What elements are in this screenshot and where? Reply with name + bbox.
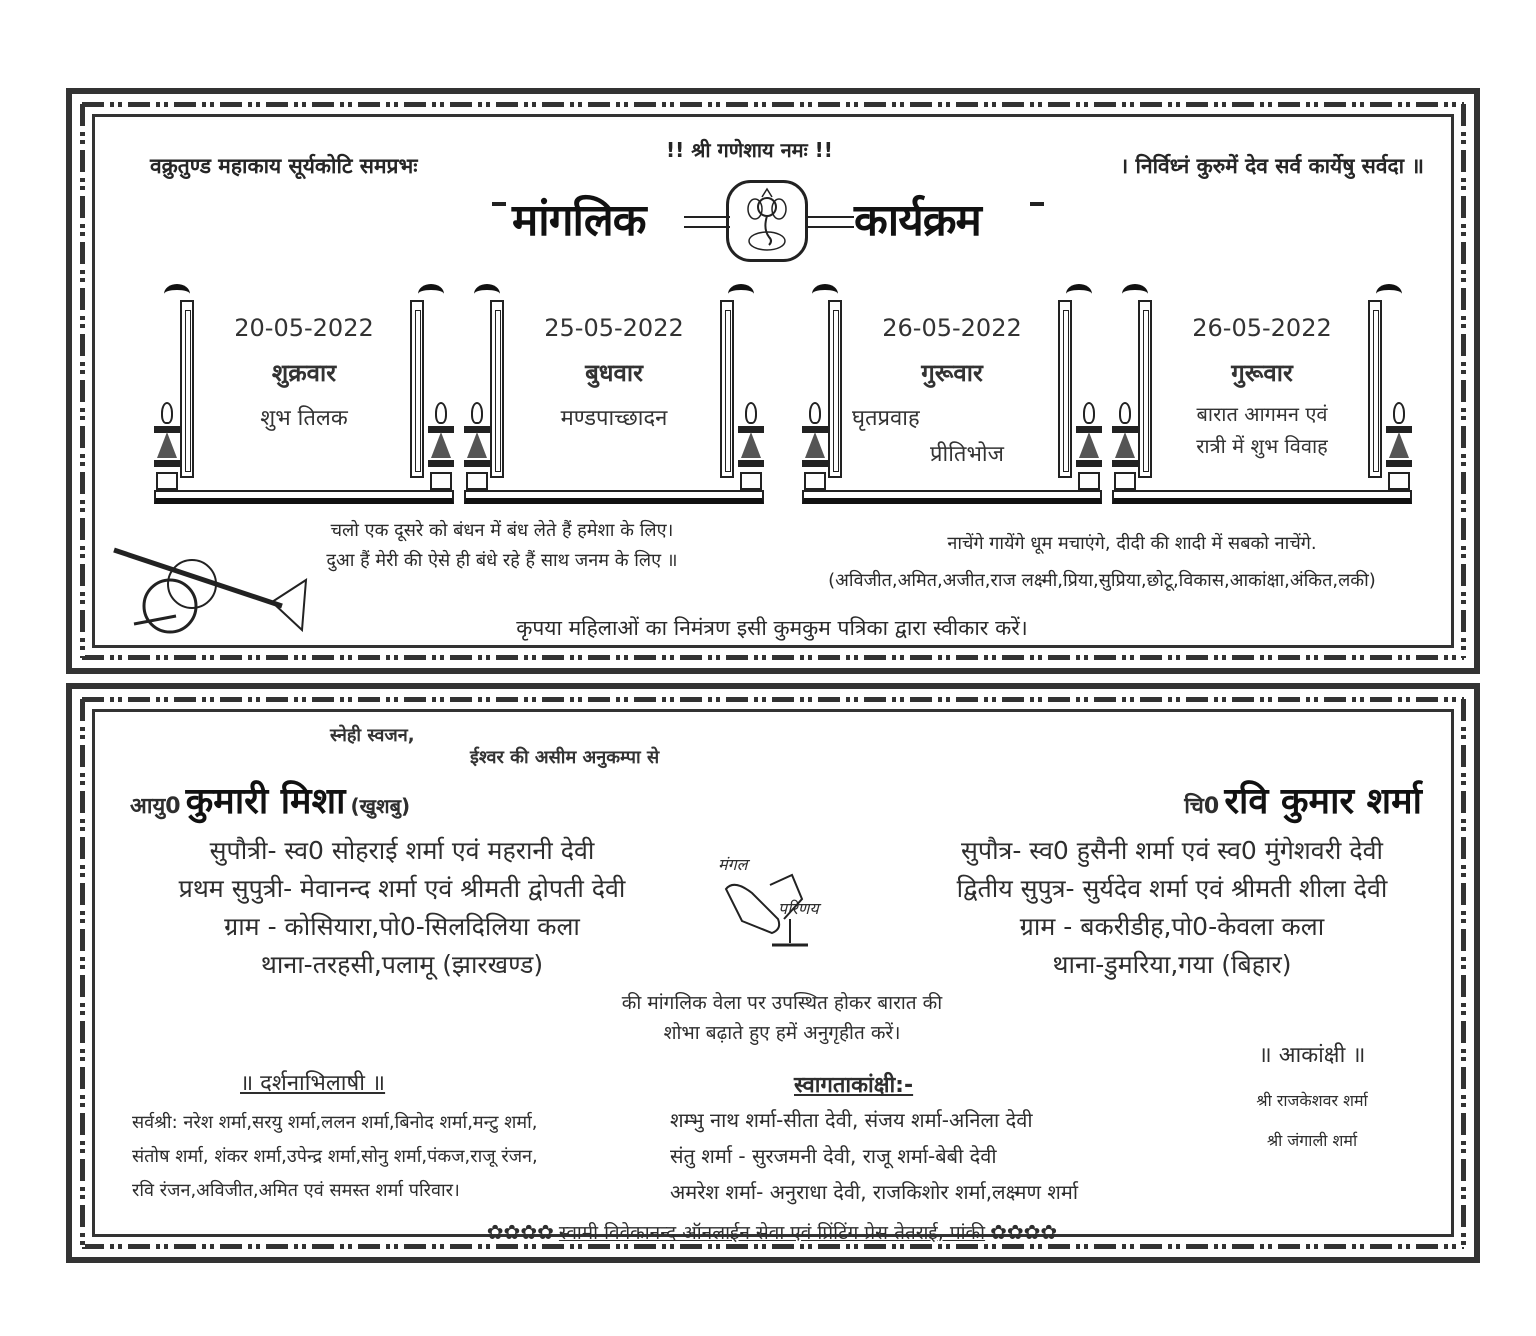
event-day: बुधवार [585,359,643,387]
groom-heading [1184,775,1422,824]
event-name: शुभ तिलक [260,406,348,431]
darshanabhilashi-line: रवि रंजन,अविजीत,अमित एवं समस्त शर्मा परिवार। [132,1180,460,1201]
quote-right-line1: नाचेंगे गायेंगे धूम मचाएंगे, दीदी की शादी में सबको नाचेंगे. [947,533,1317,554]
logo-text-parinay: परिणय [778,899,819,918]
darshanabhilashi-line: सर्वश्री: नरेश शर्मा,सरयु शर्मा,ललन शर्मा,बिनोद शर्मा,मन्टु शर्मा, [132,1112,538,1133]
ganesh-mantra: !! श्री गणेशाय नमः !! [666,138,833,162]
bride-nickname: (खुशबु) [350,794,411,818]
quote-left-line1: चलो एक दूसरे को बंधन में बंध लेते हैं हमेशा के लिए। [330,520,674,541]
shloka-right: । निर्विध्नं कुरुमें देव सर्व कार्येषु सर्वदा ॥ [1120,154,1424,178]
bride-name: कुमारी मिशा [185,781,346,822]
ornamental-border-left [80,104,85,658]
bride-family-line: सुपौत्री- स्व0 सोहराई शर्मा एवं महरानी देवी [209,836,595,865]
ornament-bar-right [808,216,854,228]
arrow-right-icon [1030,202,1044,206]
bride-address-line: थाना-तरहसी,पलामू (झारखण्ड) [260,950,544,979]
logo-text-mangal: मंगल [718,855,748,874]
groom-family-line: सुपौत्र- स्व0 हुसैनी शर्मा एवं स्व0 मुंगेशवरी देवी [960,836,1384,865]
hands-union-icon [712,849,852,959]
swagatakankshi-line: अमरेश शर्मा- अनुराधा देवी, राजकिशोर शर्मा,लक्ष्मण शर्मा [670,1180,1079,1204]
invitation-line: की मांगलिक वेला पर उपस्थित होकर बारात की [621,992,943,1014]
program-card [66,88,1480,674]
event-date: 26-05-2022 [1192,314,1332,342]
bride-prefix: आयु0 [130,794,181,819]
printer-credit [272,1219,1272,1245]
swagatakankshi-title: स्वागताकांक्षी:- [794,1073,914,1098]
invitation-line: शोभा बढ़ाते हुए हमें अनुगृहीत करें। [663,1022,901,1044]
ornamental-border-right [1461,104,1466,658]
groom-prefix: चि0 [1184,794,1220,819]
groom-address-line: ग्राम - बकरीडीह,पो0-केवला कला [1019,912,1325,941]
quote-left-line2: दुआ हैं मेरी की ऐसे ही बंधे रहे हैं साथ जनम के लिए ॥ [326,550,678,571]
ornamental-border-left [80,699,85,1247]
event-date: 26-05-2022 [882,314,1022,342]
ornamental-border-bottom [82,655,1464,660]
groom-name: रवि कुमार शर्मा [1224,781,1422,822]
invitation-card [66,683,1480,1263]
title-karyakram: कार्यक्रम [854,195,981,246]
shloka-left: वक्रुतुण्ड महाकाय सूर्यकोटि समप्रभः [150,154,418,178]
bride-heading [130,775,410,824]
darshanabhilashi-title: ॥ दर्शनाभिलाषी ॥ [240,1071,386,1096]
flower-ornament-icon: ✿✿✿✿ [486,1220,554,1244]
event-day: गुरूवार [921,359,983,387]
women-invite-note: कृपया महिलाओं का निमंत्रण इसी कुमकुम पत्रिका द्वारा स्वीकार करें। [516,616,1028,640]
blessing-line: ईश्वर की असीम अनुकम्पा से [470,747,660,768]
groom-address-line: थाना-डुमरिया,गया (बिहार) [1052,950,1292,979]
printer-credit-text: स्वामी विवेकानन्द ऑनलाईन सेवा एवं प्रिंटिंग प्रेस तेतराई, पांकी [558,1222,986,1244]
event-name: मण्डपाच्छादन [560,406,668,431]
event-name: बारात आगमन एवं [1196,402,1328,426]
event-card [1112,284,1412,504]
event-name: घृतप्रवाह [852,406,920,431]
swagatakankshi-line: शम्भु नाथ शर्मा-सीता देवी, संजय शर्मा-अनिला देवी [670,1108,1033,1132]
flower-ornament-icon: ✿✿✿✿ [990,1220,1058,1244]
arrow-left-icon [492,202,506,206]
ornamental-border-top [82,102,1464,107]
event-card [802,284,1102,504]
groom-family-line: द्वितीय सुपुत्र- सुर्यदेव शर्मा एवं श्रीमती शीला देवी [956,874,1388,903]
event-name-line2: प्रीतिभोज [930,442,1004,467]
ganesha-icon [726,180,808,262]
event-card [464,284,764,504]
bride-address-line: ग्राम - कोसियारा,पो0-सिलदिलिया कला [224,912,580,941]
akankshi-name: श्री जंगाली शर्मा [1266,1131,1358,1150]
quote-right-line2: (अविजीत,अमित,अजीत,राज लक्ष्मी,प्रिया,सुप्रिया,छोटू,विकास,आकांक्षा,अंकित,लकी) [828,570,1376,591]
swagatakankshi-line: संतु शर्मा - सुरजमनी देवी, राजू शर्मा-बेबी देवी [670,1144,997,1168]
event-card [154,284,454,504]
akankshi-title: ॥ आकांक्षी ॥ [1258,1043,1366,1068]
event-date: 25-05-2022 [544,314,684,342]
salutation: स्नेही स्वजन, [330,725,415,746]
darshanabhilashi-line: संतोष शर्मा, शंकर शर्मा,उपेन्द्र शर्मा,सोनु शर्मा,पंकज,राजू रंजन, [132,1146,538,1167]
bride-family-line: प्रथम सुपुत्री- मेवानन्द शर्मा एवं श्रीमती द्वोपती देवी [178,874,626,903]
event-day: शुक्रवार [271,359,337,387]
title-mangalik: मांगलिक [512,195,646,246]
akankshi-name: श्री राजकेशवर शर्मा [1256,1091,1368,1110]
ornament-bar-left [684,216,730,228]
ornamental-border-top [82,697,1464,702]
event-date: 20-05-2022 [234,314,374,342]
event-day: गुरूवार [1231,359,1293,387]
event-name-line2: रात्री में शुभ विवाह [1196,434,1328,458]
